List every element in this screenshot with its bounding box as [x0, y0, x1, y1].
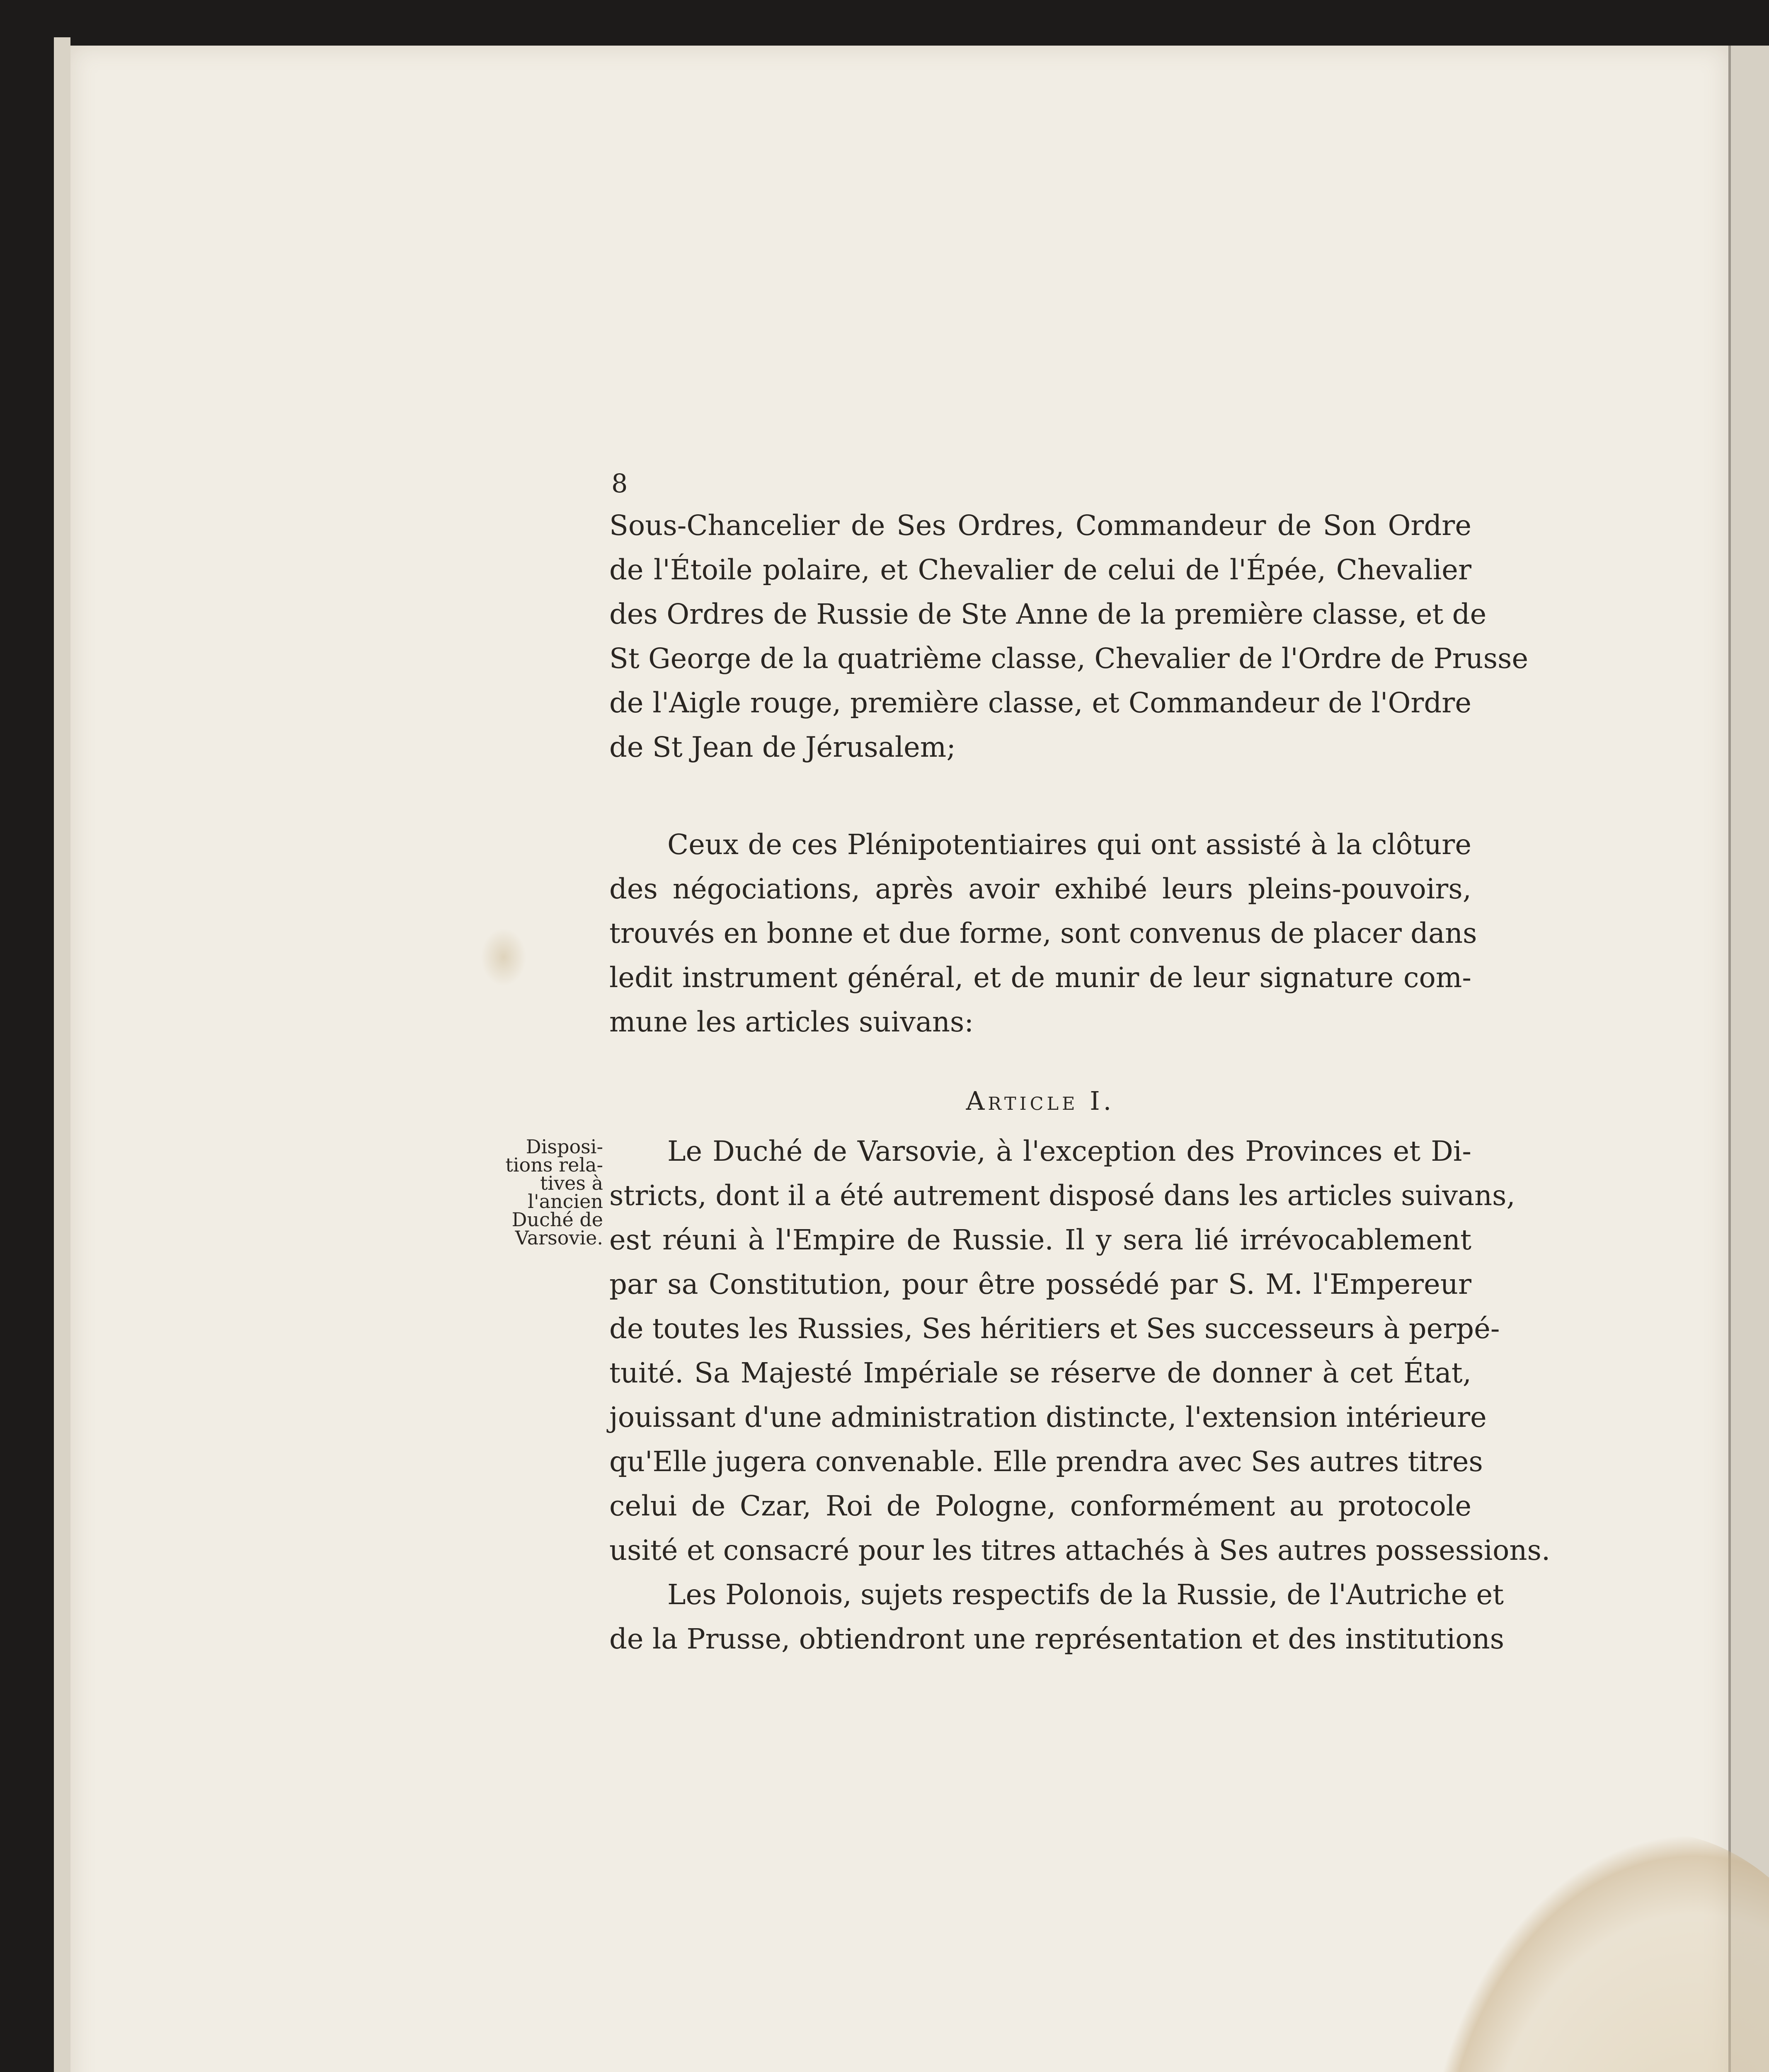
- margin-note-line: l'ancien: [528, 1190, 603, 1213]
- paragraph-3: [609, 1129, 1551, 1573]
- text-line: Les Polonois, sujets respectifs de la Russie, de l'Autriche et: [667, 1578, 1504, 1611]
- text-line: de St Jean de Jérusalem;: [609, 731, 956, 763]
- text-line: ledit instrument général, et de munir de leur signature com-: [609, 961, 1471, 994]
- margin-note-line: tions rela-: [505, 1154, 603, 1176]
- next-page-edge: [1728, 46, 1769, 2072]
- text-line: de l'Aigle rouge, première classe, et Commandeur de l'Ordre: [609, 687, 1471, 719]
- margin-note-line: Varsovie.: [515, 1227, 603, 1249]
- page-number: 8: [611, 468, 628, 499]
- paragraph-4: [609, 1573, 1505, 1661]
- text-line: mune les articles suivans:: [609, 1006, 974, 1038]
- text-line: tuité. Sa Majesté Impériale se réserve de donner à cet État,: [609, 1357, 1471, 1389]
- text-line: stricts, dont il a été autrement disposé dans les articles suivans,: [609, 1179, 1515, 1212]
- page-edge: [54, 37, 70, 2072]
- text-line: celui de Czar, Roi de Pologne, conformément au protocole: [609, 1490, 1471, 1522]
- text-line: par sa Constitution, pour être possédé par S. M. l'Empereur: [609, 1268, 1471, 1300]
- text-line: de l'Étoile polaire, et Chevalier de celui de l'Épée, Chevalier: [609, 554, 1471, 586]
- margin-note-line: Duché de: [511, 1208, 603, 1231]
- paragraph-1: [609, 503, 1529, 770]
- text-line: St George de la quatrième classe, Chevalier de l'Ordre de Prusse: [609, 642, 1529, 675]
- text-line: est réuni à l'Empire de Russie. Il y sera lié irrévocablement: [609, 1224, 1471, 1256]
- text-line: Ceux de ces Plénipotentiaires qui ont assisté à la clôture: [667, 828, 1471, 861]
- text-line: Sous-Chancelier de Ses Ordres, Commandeur de Son Ordre: [609, 509, 1471, 542]
- book-page: [70, 46, 1728, 2072]
- text-line: trouvés en bonne et due forme, sont convenus de placer dans: [609, 917, 1477, 949]
- margin-note-line: Disposi-: [526, 1135, 603, 1158]
- text-line: des négociations, après avoir exhibé leurs pleins-pouvoirs,: [609, 873, 1471, 905]
- text-line: qu'Elle jugera convenable. Elle prendra avec Ses autres titres: [609, 1445, 1483, 1478]
- text-line: de la Prusse, obtiendront une représentation et des institutions: [609, 1623, 1505, 1655]
- text-line: usité et consacré pour les titres attachés à Ses autres possessions.: [609, 1534, 1551, 1566]
- text-line: Le Duché de Varsovie, à l'exception des Provinces et Di-: [667, 1135, 1471, 1167]
- text-line: jouissant d'une administration distincte, l'extension intérieure: [609, 1401, 1487, 1433]
- text-line: des Ordres de Russie de Ste Anne de la première classe, et de: [609, 598, 1487, 630]
- text-line: de toutes les Russies, Ses héritiers et Ses successeurs à perpé-: [609, 1312, 1500, 1345]
- paragraph-2: [609, 823, 1477, 1044]
- article-heading: Article I.: [966, 1086, 1115, 1116]
- margin-note: [479, 1135, 603, 1249]
- margin-note-line: tives à: [540, 1172, 603, 1194]
